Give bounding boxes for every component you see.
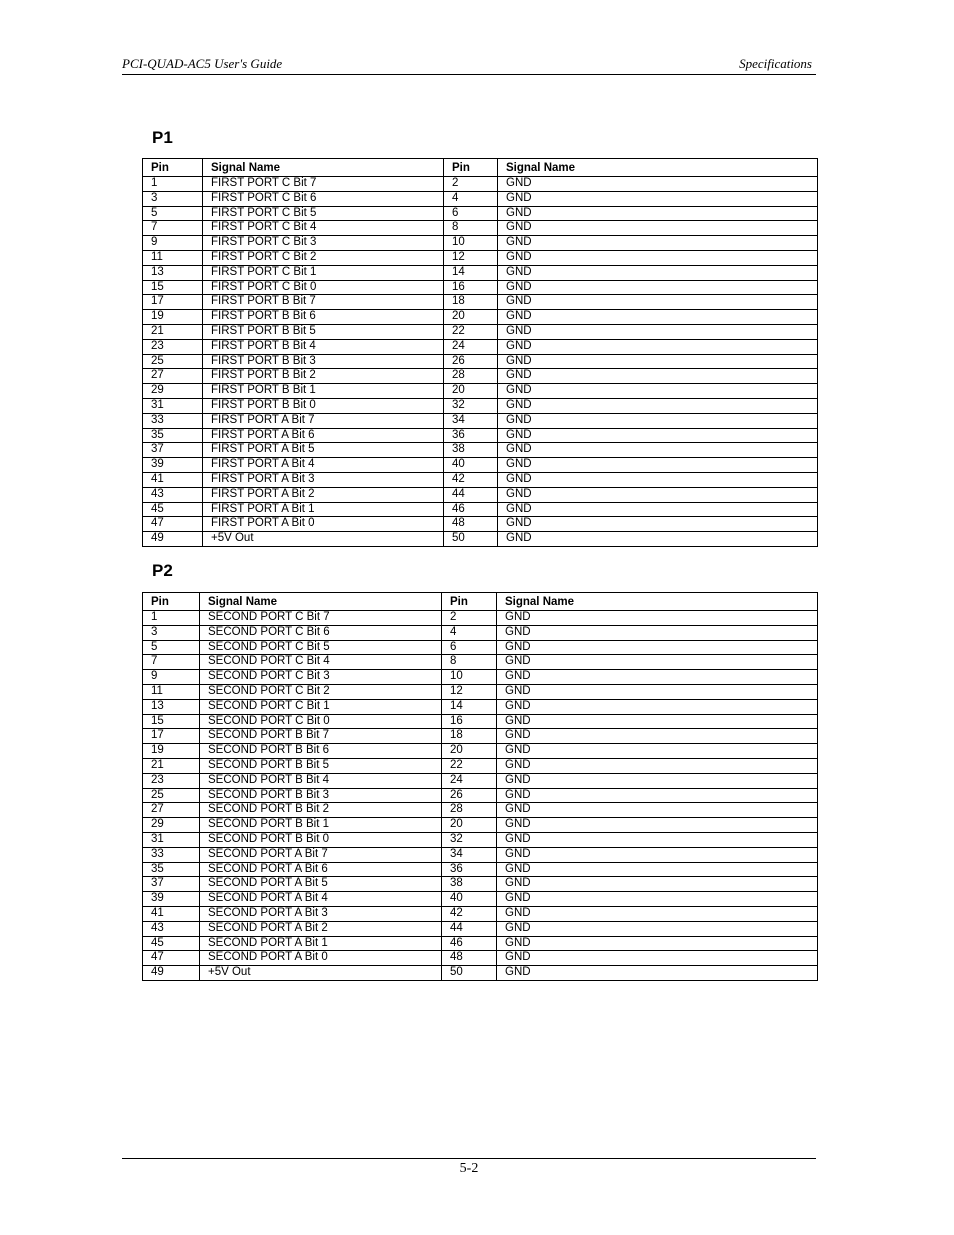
table-row — [143, 714, 818, 729]
table-row — [143, 191, 818, 206]
signal-name-cell: FIRST PORT A Bit 4 — [203, 458, 444, 473]
signal-name-cell: GND — [497, 773, 818, 788]
pin-number-cell: 16 — [442, 714, 497, 729]
pin-number-cell: 21 — [143, 324, 203, 339]
signal-name-cell: SECOND PORT A Bit 3 — [200, 906, 442, 921]
pin-number-cell: 18 — [444, 295, 498, 310]
pin-number-cell: 8 — [444, 221, 498, 236]
pin-number-cell: 10 — [444, 236, 498, 251]
signal-name-cell: GND — [497, 951, 818, 966]
pin-number-cell: 33 — [143, 847, 200, 862]
table-row — [143, 832, 818, 847]
pin-number-cell: 50 — [442, 966, 497, 981]
table-row — [143, 398, 818, 413]
pin-number-cell: 2 — [444, 177, 498, 192]
signal-name-cell: SECOND PORT A Bit 7 — [200, 847, 442, 862]
signal-name-cell: GND — [497, 655, 818, 670]
column-header-pin: Pin — [442, 593, 497, 611]
signal-name-cell: SECOND PORT A Bit 6 — [200, 862, 442, 877]
pin-number-cell: 17 — [143, 295, 203, 310]
pin-number-cell: 41 — [143, 472, 203, 487]
signal-name-cell: FIRST PORT A Bit 0 — [203, 517, 444, 532]
table-header-row — [143, 593, 818, 611]
header-document-title: PCI-QUAD-AC5 User's Guide — [122, 56, 283, 71]
pin-number-cell: 49 — [143, 966, 200, 981]
table-row — [143, 295, 818, 310]
table-row — [143, 177, 818, 192]
table-row — [143, 265, 818, 280]
table-row — [143, 310, 818, 325]
signal-name-cell: GND — [497, 877, 818, 892]
pin-number-cell: 14 — [442, 699, 497, 714]
signal-name-cell: GND — [498, 339, 818, 354]
signal-name-cell: GND — [498, 265, 818, 280]
signal-name-cell: GND — [497, 758, 818, 773]
pin-number-cell: 4 — [442, 625, 497, 640]
pin-number-cell: 8 — [442, 655, 497, 670]
signal-name-cell: GND — [498, 250, 818, 265]
table-row — [143, 443, 818, 458]
pin-number-cell: 2 — [442, 611, 497, 626]
signal-name-cell: FIRST PORT B Bit 2 — [203, 369, 444, 384]
signal-name-cell: GND — [498, 221, 818, 236]
signal-name-cell: GND — [497, 906, 818, 921]
pin-number-cell: 3 — [143, 191, 203, 206]
pin-number-cell: 45 — [143, 936, 200, 951]
signal-name-cell: GND — [498, 236, 818, 251]
signal-name-cell: FIRST PORT A Bit 5 — [203, 443, 444, 458]
pin-number-cell: 20 — [442, 744, 497, 759]
pin-number-cell: 45 — [143, 502, 203, 517]
table-row — [143, 818, 818, 833]
signal-name-cell: GND — [498, 413, 818, 428]
signal-name-cell: GND — [497, 847, 818, 862]
signal-name-cell: SECOND PORT C Bit 6 — [200, 625, 442, 640]
table-row — [143, 803, 818, 818]
signal-name-cell: FIRST PORT B Bit 7 — [203, 295, 444, 310]
signal-name-cell: FIRST PORT B Bit 3 — [203, 354, 444, 369]
signal-name-cell: FIRST PORT C Bit 7 — [203, 177, 444, 192]
pin-number-cell: 12 — [444, 250, 498, 265]
pin-number-cell: 5 — [143, 206, 203, 221]
signal-name-cell: GND — [497, 892, 818, 907]
pin-number-cell: 24 — [442, 773, 497, 788]
signal-name-cell: GND — [498, 384, 818, 399]
signal-name-cell: GND — [497, 803, 818, 818]
signal-name-cell: GND — [498, 310, 818, 325]
pin-number-cell: 22 — [442, 758, 497, 773]
pin-number-cell: 39 — [143, 892, 200, 907]
pin-number-cell: 34 — [442, 847, 497, 862]
pin-number-cell: 22 — [444, 324, 498, 339]
signal-name-cell: GND — [498, 354, 818, 369]
signal-name-cell: SECOND PORT B Bit 2 — [200, 803, 442, 818]
signal-name-cell: GND — [497, 611, 818, 626]
pin-number-cell: 15 — [143, 714, 200, 729]
signal-name-cell: SECOND PORT A Bit 4 — [200, 892, 442, 907]
column-header-pin: Pin — [444, 159, 498, 177]
signal-name-cell: SECOND PORT A Bit 2 — [200, 921, 442, 936]
p1-pin-table — [142, 158, 818, 547]
pin-number-cell: 33 — [143, 413, 203, 428]
signal-name-cell: FIRST PORT C Bit 2 — [203, 250, 444, 265]
pin-number-cell: 39 — [143, 458, 203, 473]
pin-number-cell: 5 — [143, 640, 200, 655]
signal-name-cell: GND — [497, 699, 818, 714]
pin-number-cell: 11 — [143, 684, 200, 699]
pin-number-cell: 24 — [444, 339, 498, 354]
signal-name-cell: GND — [498, 206, 818, 221]
pin-number-cell: 6 — [444, 206, 498, 221]
pin-number-cell: 23 — [143, 773, 200, 788]
column-header-signal-name: Signal Name — [200, 593, 442, 611]
pin-number-cell: 29 — [143, 818, 200, 833]
signal-name-cell: GND — [498, 280, 818, 295]
table-row — [143, 517, 818, 532]
signal-name-cell: FIRST PORT C Bit 1 — [203, 265, 444, 280]
table-header-row — [143, 159, 818, 177]
pin-number-cell: 19 — [143, 744, 200, 759]
signal-name-cell: GND — [498, 369, 818, 384]
pin-number-cell: 38 — [442, 877, 497, 892]
table-row — [143, 625, 818, 640]
table-row — [143, 640, 818, 655]
signal-name-cell: SECOND PORT B Bit 3 — [200, 788, 442, 803]
pin-number-cell: 1 — [143, 177, 203, 192]
signal-name-cell: SECOND PORT B Bit 1 — [200, 818, 442, 833]
pin-number-cell: 28 — [444, 369, 498, 384]
pin-number-cell: 21 — [143, 758, 200, 773]
signal-name-cell: GND — [497, 729, 818, 744]
pin-number-cell: 47 — [143, 951, 200, 966]
signal-name-cell: SECOND PORT C Bit 1 — [200, 699, 442, 714]
signal-name-cell: SECOND PORT C Bit 7 — [200, 611, 442, 626]
table-row — [143, 670, 818, 685]
signal-name-cell: GND — [497, 832, 818, 847]
pin-number-cell: 19 — [143, 310, 203, 325]
pin-number-cell: 31 — [143, 832, 200, 847]
signal-name-cell: FIRST PORT A Bit 1 — [203, 502, 444, 517]
pin-number-cell: 48 — [442, 951, 497, 966]
signal-name-cell: GND — [497, 744, 818, 759]
table-row — [143, 324, 818, 339]
signal-name-cell: GND — [498, 472, 818, 487]
column-header-pin: Pin — [143, 159, 203, 177]
table-row — [143, 206, 818, 221]
signal-name-cell: GND — [498, 428, 818, 443]
signal-name-cell: FIRST PORT B Bit 0 — [203, 398, 444, 413]
pin-number-cell: 20 — [444, 310, 498, 325]
table-row — [143, 892, 818, 907]
table-row — [143, 339, 818, 354]
table-row — [143, 532, 818, 547]
signal-name-cell: SECOND PORT C Bit 4 — [200, 655, 442, 670]
pin-number-cell: 44 — [444, 487, 498, 502]
signal-name-cell: GND — [498, 295, 818, 310]
signal-name-cell: GND — [497, 862, 818, 877]
signal-name-cell: SECOND PORT A Bit 1 — [200, 936, 442, 951]
pin-number-cell: 27 — [143, 369, 203, 384]
pin-number-cell: 49 — [143, 532, 203, 547]
pin-number-cell: 18 — [442, 729, 497, 744]
pin-number-cell: 50 — [444, 532, 498, 547]
table-row — [143, 936, 818, 951]
table-row — [143, 611, 818, 626]
signal-name-cell: FIRST PORT A Bit 6 — [203, 428, 444, 443]
signal-name-cell: GND — [497, 640, 818, 655]
pin-number-cell: 4 — [444, 191, 498, 206]
signal-name-cell: GND — [498, 443, 818, 458]
pin-number-cell: 43 — [143, 487, 203, 502]
table-row — [143, 773, 818, 788]
p1-section-title: P1 — [152, 128, 173, 147]
pin-number-cell: 32 — [444, 398, 498, 413]
signal-name-cell: FIRST PORT C Bit 3 — [203, 236, 444, 251]
table-row — [143, 502, 818, 517]
pin-number-cell: 1 — [143, 611, 200, 626]
table-row — [143, 788, 818, 803]
signal-name-cell: SECOND PORT B Bit 4 — [200, 773, 442, 788]
signal-name-cell: FIRST PORT A Bit 2 — [203, 487, 444, 502]
pin-number-cell: 42 — [442, 906, 497, 921]
table-row — [143, 221, 818, 236]
pin-number-cell: 25 — [143, 788, 200, 803]
signal-name-cell: FIRST PORT A Bit 7 — [203, 413, 444, 428]
pin-number-cell: 6 — [442, 640, 497, 655]
pin-number-cell: 14 — [444, 265, 498, 280]
table-row — [143, 354, 818, 369]
pin-number-cell: 10 — [442, 670, 497, 685]
signal-name-cell: GND — [497, 625, 818, 640]
table-row — [143, 744, 818, 759]
pin-number-cell: 13 — [143, 265, 203, 280]
signal-name-cell: FIRST PORT B Bit 6 — [203, 310, 444, 325]
table-row — [143, 966, 818, 981]
pin-number-cell: 27 — [143, 803, 200, 818]
page-number: 5-2 — [459, 1161, 479, 1176]
signal-name-cell: GND — [497, 788, 818, 803]
signal-name-cell: FIRST PORT A Bit 3 — [203, 472, 444, 487]
pin-number-cell: 28 — [442, 803, 497, 818]
table-row — [143, 472, 818, 487]
signal-name-cell: GND — [498, 398, 818, 413]
pin-number-cell: 32 — [442, 832, 497, 847]
pin-number-cell: 40 — [444, 458, 498, 473]
pin-number-cell: 40 — [442, 892, 497, 907]
table-row — [143, 655, 818, 670]
signal-name-cell: GND — [498, 191, 818, 206]
signal-name-cell: GND — [497, 714, 818, 729]
column-header-signal-name: Signal Name — [203, 159, 444, 177]
table-row — [143, 729, 818, 744]
signal-name-cell: SECOND PORT B Bit 0 — [200, 832, 442, 847]
pin-number-cell: 20 — [444, 384, 498, 399]
signal-name-cell: SECOND PORT C Bit 3 — [200, 670, 442, 685]
signal-name-cell: FIRST PORT B Bit 1 — [203, 384, 444, 399]
table-row — [143, 862, 818, 877]
pin-number-cell: 7 — [143, 655, 200, 670]
table-row — [143, 921, 818, 936]
pin-number-cell: 46 — [444, 502, 498, 517]
pin-number-cell: 37 — [143, 877, 200, 892]
signal-name-cell: SECOND PORT A Bit 0 — [200, 951, 442, 966]
signal-name-cell: GND — [498, 177, 818, 192]
table-row — [143, 684, 818, 699]
pin-number-cell: 25 — [143, 354, 203, 369]
table-row — [143, 847, 818, 862]
pin-number-cell: 38 — [444, 443, 498, 458]
signal-name-cell: GND — [498, 458, 818, 473]
pin-number-cell: 35 — [143, 862, 200, 877]
column-header-signal-name: Signal Name — [498, 159, 818, 177]
signal-name-cell: SECOND PORT C Bit 2 — [200, 684, 442, 699]
signal-name-cell: GND — [497, 936, 818, 951]
pin-number-cell: 29 — [143, 384, 203, 399]
column-header-pin: Pin — [143, 593, 200, 611]
table-row — [143, 458, 818, 473]
signal-name-cell: GND — [497, 818, 818, 833]
signal-name-cell: FIRST PORT B Bit 4 — [203, 339, 444, 354]
pin-number-cell: 44 — [442, 921, 497, 936]
signal-name-cell: FIRST PORT C Bit 4 — [203, 221, 444, 236]
pin-number-cell: 36 — [442, 862, 497, 877]
pin-number-cell: 9 — [143, 236, 203, 251]
pin-number-cell: 17 — [143, 729, 200, 744]
table-row — [143, 250, 818, 265]
page-footer — [122, 1158, 816, 1177]
pin-number-cell: 46 — [442, 936, 497, 951]
pin-number-cell: 35 — [143, 428, 203, 443]
table-row — [143, 384, 818, 399]
pin-number-cell: 37 — [143, 443, 203, 458]
signal-name-cell: GND — [498, 502, 818, 517]
signal-name-cell: FIRST PORT B Bit 5 — [203, 324, 444, 339]
signal-name-cell: SECOND PORT B Bit 5 — [200, 758, 442, 773]
signal-name-cell: +5V Out — [203, 532, 444, 547]
pin-number-cell: 43 — [143, 921, 200, 936]
signal-name-cell: GND — [498, 517, 818, 532]
signal-name-cell: GND — [498, 532, 818, 547]
pin-number-cell: 7 — [143, 221, 203, 236]
signal-name-cell: SECOND PORT B Bit 6 — [200, 744, 442, 759]
pin-number-cell: 9 — [143, 670, 200, 685]
pin-number-cell: 48 — [444, 517, 498, 532]
signal-name-cell: SECOND PORT B Bit 7 — [200, 729, 442, 744]
signal-name-cell: FIRST PORT C Bit 5 — [203, 206, 444, 221]
signal-name-cell: FIRST PORT C Bit 6 — [203, 191, 444, 206]
signal-name-cell: +5V Out — [200, 966, 442, 981]
signal-name-cell: GND — [498, 324, 818, 339]
table-row — [143, 236, 818, 251]
signal-name-cell: GND — [498, 487, 818, 502]
pin-number-cell: 11 — [143, 250, 203, 265]
pin-number-cell: 31 — [143, 398, 203, 413]
column-header-signal-name: Signal Name — [497, 593, 818, 611]
pin-number-cell: 42 — [444, 472, 498, 487]
signal-name-cell: SECOND PORT C Bit 5 — [200, 640, 442, 655]
table-row — [143, 951, 818, 966]
table-row — [143, 758, 818, 773]
signal-name-cell: SECOND PORT C Bit 0 — [200, 714, 442, 729]
pin-number-cell: 41 — [143, 906, 200, 921]
pin-number-cell: 34 — [444, 413, 498, 428]
pin-number-cell: 26 — [444, 354, 498, 369]
signal-name-cell: FIRST PORT C Bit 0 — [203, 280, 444, 295]
header-section-name: Specifications — [739, 56, 812, 71]
pin-number-cell: 47 — [143, 517, 203, 532]
pin-number-cell: 3 — [143, 625, 200, 640]
signal-name-cell: GND — [497, 684, 818, 699]
signal-name-cell: SECOND PORT A Bit 5 — [200, 877, 442, 892]
table-row — [143, 487, 818, 502]
p2-section-title: P2 — [152, 561, 173, 580]
signal-name-cell: GND — [497, 670, 818, 685]
pin-number-cell: 15 — [143, 280, 203, 295]
table-row — [143, 906, 818, 921]
p2-pin-table — [142, 592, 818, 981]
pin-number-cell: 12 — [442, 684, 497, 699]
table-row — [143, 280, 818, 295]
pin-number-cell: 20 — [442, 818, 497, 833]
pin-number-cell: 16 — [444, 280, 498, 295]
table-row — [143, 699, 818, 714]
pin-number-cell: 26 — [442, 788, 497, 803]
pin-number-cell: 36 — [444, 428, 498, 443]
signal-name-cell: GND — [497, 921, 818, 936]
signal-name-cell: GND — [497, 966, 818, 981]
page-header — [122, 56, 816, 75]
pin-number-cell: 13 — [143, 699, 200, 714]
table-row — [143, 413, 818, 428]
table-row — [143, 877, 818, 892]
table-row — [143, 369, 818, 384]
pin-number-cell: 23 — [143, 339, 203, 354]
table-row — [143, 428, 818, 443]
